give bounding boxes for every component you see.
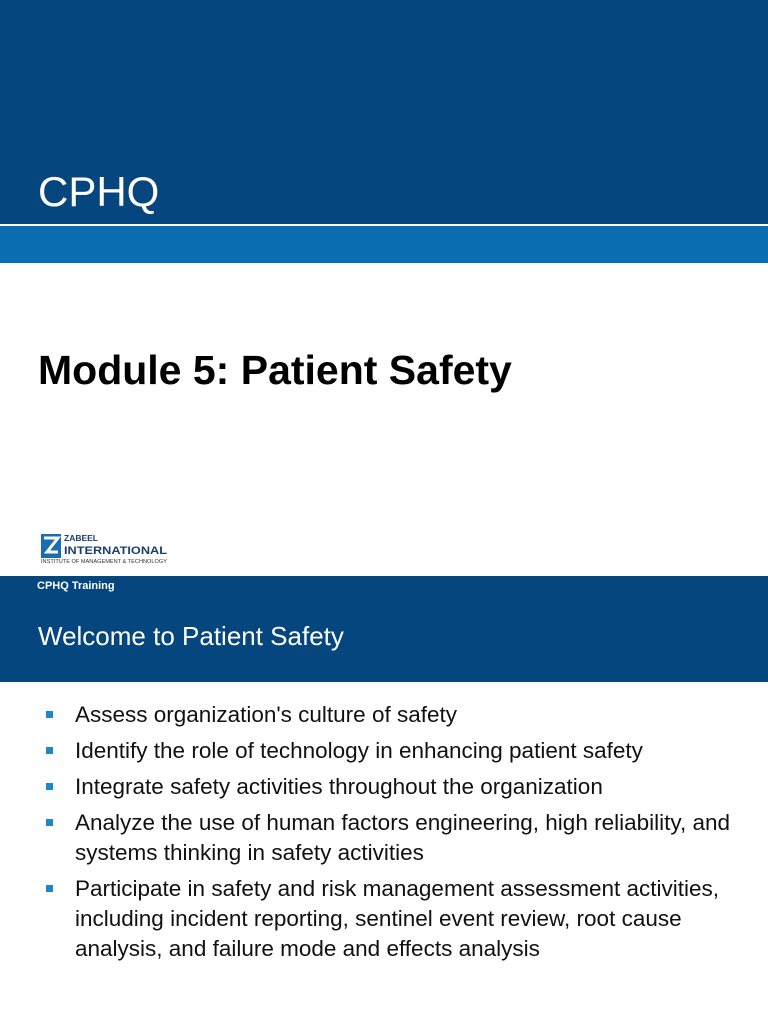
slide2-title: Welcome to Patient Safety: [38, 621, 344, 651]
list-item: [0, 808, 768, 868]
list-item-text: Assess organization's culture of safety: [75, 702, 457, 727]
welcome-slide: [0, 576, 768, 1024]
module-title: Module 5: Patient Safety: [38, 347, 512, 393]
training-label: CPHQ Training: [37, 580, 115, 592]
list-item: [0, 874, 768, 964]
logo-tagline: INSTITUTE OF MANAGEMENT & TECHNOLOGY: [41, 559, 168, 565]
square-bullet-icon: [46, 747, 53, 754]
accent-band: [0, 226, 768, 263]
list-item-text: Participate in safety and risk management assessment activities, including incident reporting, sentinel event review, root cause analysis, and failure mode and effects analysis: [75, 876, 720, 961]
square-bullet-icon: [46, 885, 53, 892]
list-item-text: Analyze the use of human factors engineering, high reliability, and systems thinking in safety activities: [75, 810, 730, 865]
square-bullet-icon: [46, 819, 53, 826]
objectives-list: [0, 700, 768, 970]
list-item: [0, 736, 768, 766]
zabeel-logo: [40, 530, 172, 568]
list-item: [0, 772, 768, 802]
list-item-text: Identify the role of technology in enhancing patient safety: [75, 738, 643, 763]
square-bullet-icon: [46, 711, 53, 718]
header-title: CPHQ: [38, 168, 160, 215]
list-item-text: Integrate safety activities throughout the organization: [75, 774, 603, 799]
training-bar: [0, 576, 768, 596]
logo-line1: ZABEEL: [64, 533, 98, 543]
list-item: [0, 700, 768, 730]
zabeel-logo-mark: [41, 534, 61, 558]
square-bullet-icon: [46, 783, 53, 790]
logo-line2: INTERNATIONAL: [64, 545, 168, 557]
